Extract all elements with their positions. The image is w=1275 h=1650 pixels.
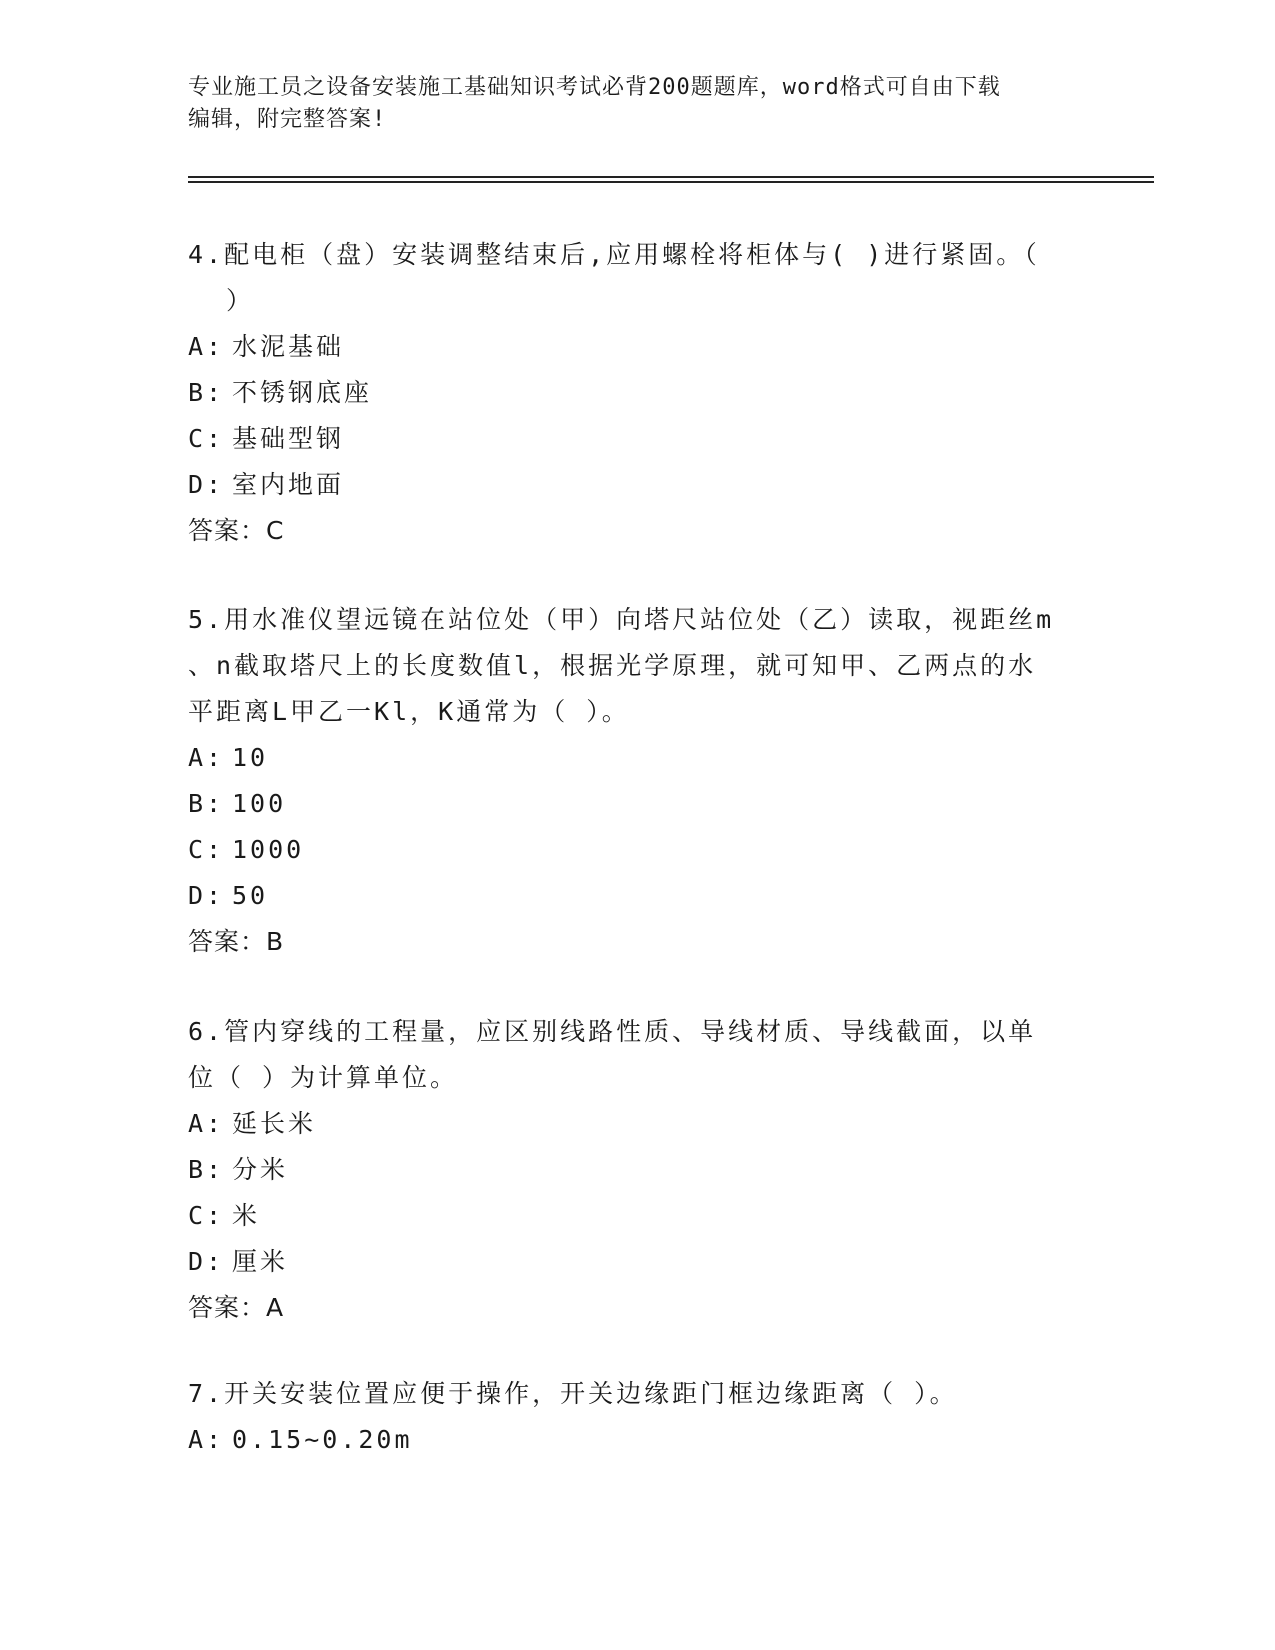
answer-line: 答案：B <box>188 927 285 956</box>
option-c: C: 1000 <box>188 835 305 864</box>
question-stem-line: ） <box>226 286 255 315</box>
answer-line: 答案：A <box>188 1293 285 1322</box>
option-a: A: 水泥基础 <box>188 332 345 361</box>
question-4 <box>188 232 1088 554</box>
option-d: D: 厘米 <box>188 1247 289 1276</box>
question-stem <box>188 232 1088 324</box>
question-stem-line: 5.用水准仪望远镜在站位处（甲）向塔尺站位处（乙）读取，视距丝m <box>188 605 1055 634</box>
header-divider-top <box>188 176 1154 178</box>
option-b: B: 不锈钢底座 <box>188 378 373 407</box>
header-title-line-1: 专业施工员之设备安装施工基础知识考试必背200题题库，word格式可自由下载 <box>188 75 1001 100</box>
answer-line: 答案：C <box>188 516 285 545</box>
question-stem-line: 平距离L甲乙一Kl，K通常为（ ）。 <box>188 697 630 726</box>
question-stem <box>188 1371 1088 1417</box>
option-d: D: 室内地面 <box>188 470 345 499</box>
question-5 <box>188 597 1088 965</box>
question-stem-line: 、n截取塔尺上的长度数值l，根据光学原理，就可知甲、乙两点的水 <box>188 651 1037 680</box>
option-d: D: 50 <box>188 881 269 910</box>
question-stem-line: 4.配电柜（盘）安装调整结束后,应用螺栓将柜体与( )进行紧固。（ <box>188 240 1040 269</box>
header-title-line-2: 编辑，附完整答案! <box>188 107 387 132</box>
option-a: A: 10 <box>188 743 269 772</box>
question-stem <box>188 1009 1088 1101</box>
question-stem-line: 7.开关安装位置应便于操作，开关边缘距门框边缘距离（ ）。 <box>188 1379 958 1408</box>
document-header <box>188 72 1068 136</box>
question-stem <box>188 597 1088 735</box>
question-stem-line: 位（ ）为计算单位。 <box>188 1063 459 1092</box>
question-6 <box>188 1009 1088 1331</box>
option-b: B: 分米 <box>188 1155 289 1184</box>
header-divider-bottom <box>188 181 1154 183</box>
question-stem-line: 6.管内穿线的工程量，应区别线路性质、导线材质、导线截面，以单 <box>188 1017 1037 1046</box>
option-b: B: 100 <box>188 789 287 818</box>
option-c: C: 米 <box>188 1201 261 1230</box>
option-c: C: 基础型钢 <box>188 424 345 453</box>
question-7 <box>188 1371 1088 1463</box>
option-a: A: 延长米 <box>188 1109 317 1138</box>
option-a: A: 0.15~0.20m <box>188 1425 413 1454</box>
